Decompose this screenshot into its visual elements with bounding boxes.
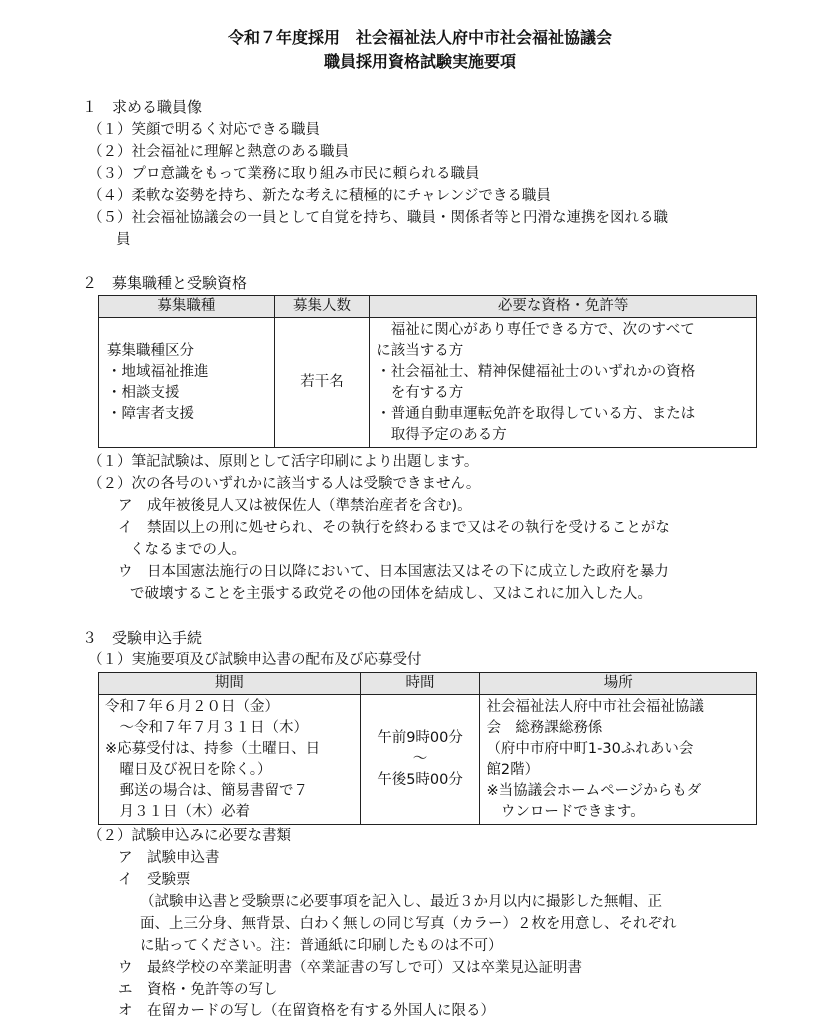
s2-note: （２）次の各号のいずれかに該当する人は受験できません。 (88, 476, 481, 492)
location-line: （府中市府中町1-30ふれあい会 (486, 741, 694, 757)
job-category-label: 募集職種区分 (107, 342, 194, 359)
qualification-line: を有する方 (376, 385, 464, 401)
s3-subheading: （２）試験申込みに必要な書類 (88, 828, 291, 844)
table-header: 期間 (99, 673, 361, 695)
s2-note-continued: で破壊することを主張する政党その他の団体を結成し、又はこれに加入した人。 (130, 586, 652, 602)
location-line: ※当協議会ホームページからもダ (486, 783, 702, 799)
doc-note: に貼ってください。注：普通紙に印刷したものは不可） (140, 938, 503, 954)
doc-item: ウ 最終学校の卒業証明書（卒業証書の写しで可）又は卒業見込証明書 (118, 960, 582, 976)
location-cell (480, 695, 757, 825)
qualification-line: ・普通自動車運転免許を取得している方、または (376, 406, 696, 422)
location-line: ウンロードできます。 (486, 804, 645, 820)
job-category-cell (99, 318, 275, 448)
qualification-line: に該当する方 (376, 343, 464, 359)
s2-note-item: イ 禁固以上の刑に処せられ、その執行を終わるまで又はその執行を受けることがな (118, 520, 670, 536)
s3-subheading: （１）実施要項及び試験申込書の配布及び応募受付 (88, 652, 422, 668)
doc-item: イ 受験票 (118, 872, 191, 888)
doc-item: オ 在留カードの写し（在留資格を有する外国人に限る） (118, 1003, 495, 1019)
table-header: 募集職種 (99, 296, 275, 318)
section-1-heading: １ 求める職員像 (82, 98, 203, 116)
qualification-line: 取得予定のある方 (376, 427, 507, 443)
period-line: 月３１日（木）必着 (105, 804, 250, 820)
time-end: 午後5時00分 (377, 772, 463, 788)
period-cell (99, 695, 361, 825)
table-header: 必要な資格・免許等 (370, 296, 757, 318)
time-separator: ～ (412, 751, 428, 767)
table-header: 場所 (480, 673, 757, 695)
s1-item: （５）社会福祉協議会の一員として自覚を持ち、職員・関係者等と円滑な連携を図れる職 (88, 210, 668, 226)
period-line: ～令和７年７月３１日（木） (105, 720, 308, 736)
doc-note: 面、上三分身、無背景、白わく無しの同じ写真（カラー）２枚を用意し、それぞれ (140, 916, 677, 932)
job-category-item: ・障害者支援 (107, 405, 194, 422)
table-header: 時間 (360, 673, 480, 695)
headcount-cell: 若干名 (274, 318, 370, 448)
location-line: 社会福祉法人府中市社会福祉協議 (486, 699, 704, 715)
recruitment-table (98, 295, 757, 448)
period-line: ※応募受付は、持参（土曜日、日 (105, 741, 321, 757)
time-start: 午前9時00分 (377, 730, 463, 746)
section-2-heading: ２ 募集職種と受験資格 (82, 274, 248, 292)
qualification-cell (370, 318, 757, 448)
table-header: 募集人数 (274, 296, 370, 318)
time-cell (360, 695, 480, 825)
period-line: 曜日及び祝日を除く。） (105, 762, 272, 778)
job-category-item: ・地域福祉推進 (107, 363, 209, 380)
location-line: 館2階） (486, 762, 540, 778)
doc-item: ア 試験申込書 (118, 850, 220, 866)
period-line: 郵送の場合は、簡易書留で７ (105, 783, 308, 799)
section-3-heading: ３ 受験申込手続 (82, 629, 203, 647)
s1-item-continued: 員 (116, 232, 131, 248)
s2-note: （１）筆記試験は、原則として活字印刷により出題します。 (88, 454, 479, 470)
qualification-line: ・社会福祉士、精神保健福祉士のいずれかの資格 (376, 364, 696, 380)
s1-item: （１）笑顔で明るく対応できる職員 (88, 122, 320, 138)
s1-item: （３）プロ意識をもって業務に取り組み市民に頼られる職員 (88, 166, 480, 182)
doc-note: （試験申込書と受験票に必要事項を記入し、最近３か月以内に撮影した無帽、正 (140, 894, 662, 910)
location-line: 会 総務課総務係 (486, 720, 603, 736)
s2-note-item: ア 成年被後見人又は被保佐人（準禁治産者を含む)。 (118, 498, 472, 514)
document-title: 令和７年度採用 社会福祉法人府中市社会福祉協議会 (227, 28, 612, 47)
doc-item: エ 資格・免許等の写し (118, 982, 278, 998)
s2-note-continued: くなるまでの人。 (130, 542, 246, 558)
s1-item: （４）柔軟な姿勢を持ち、新たな考えに積極的にチャレンジできる職員 (88, 188, 551, 204)
job-category-item: ・相談支援 (107, 384, 180, 401)
period-line: 令和７年６月２０日（金） (105, 699, 279, 715)
qualification-line: 福祉に関心があり専任できる方で、次のすべて (376, 322, 695, 338)
application-table (98, 672, 757, 825)
s1-item: （２）社会福祉に理解と熱意のある職員 (88, 144, 349, 160)
s2-note-item: ウ 日本国憲法施行の日以降において、日本国憲法又はその下に成立した政府を暴力 (118, 564, 669, 580)
document-subtitle: 職員採用資格試験実施要項 (323, 52, 516, 71)
